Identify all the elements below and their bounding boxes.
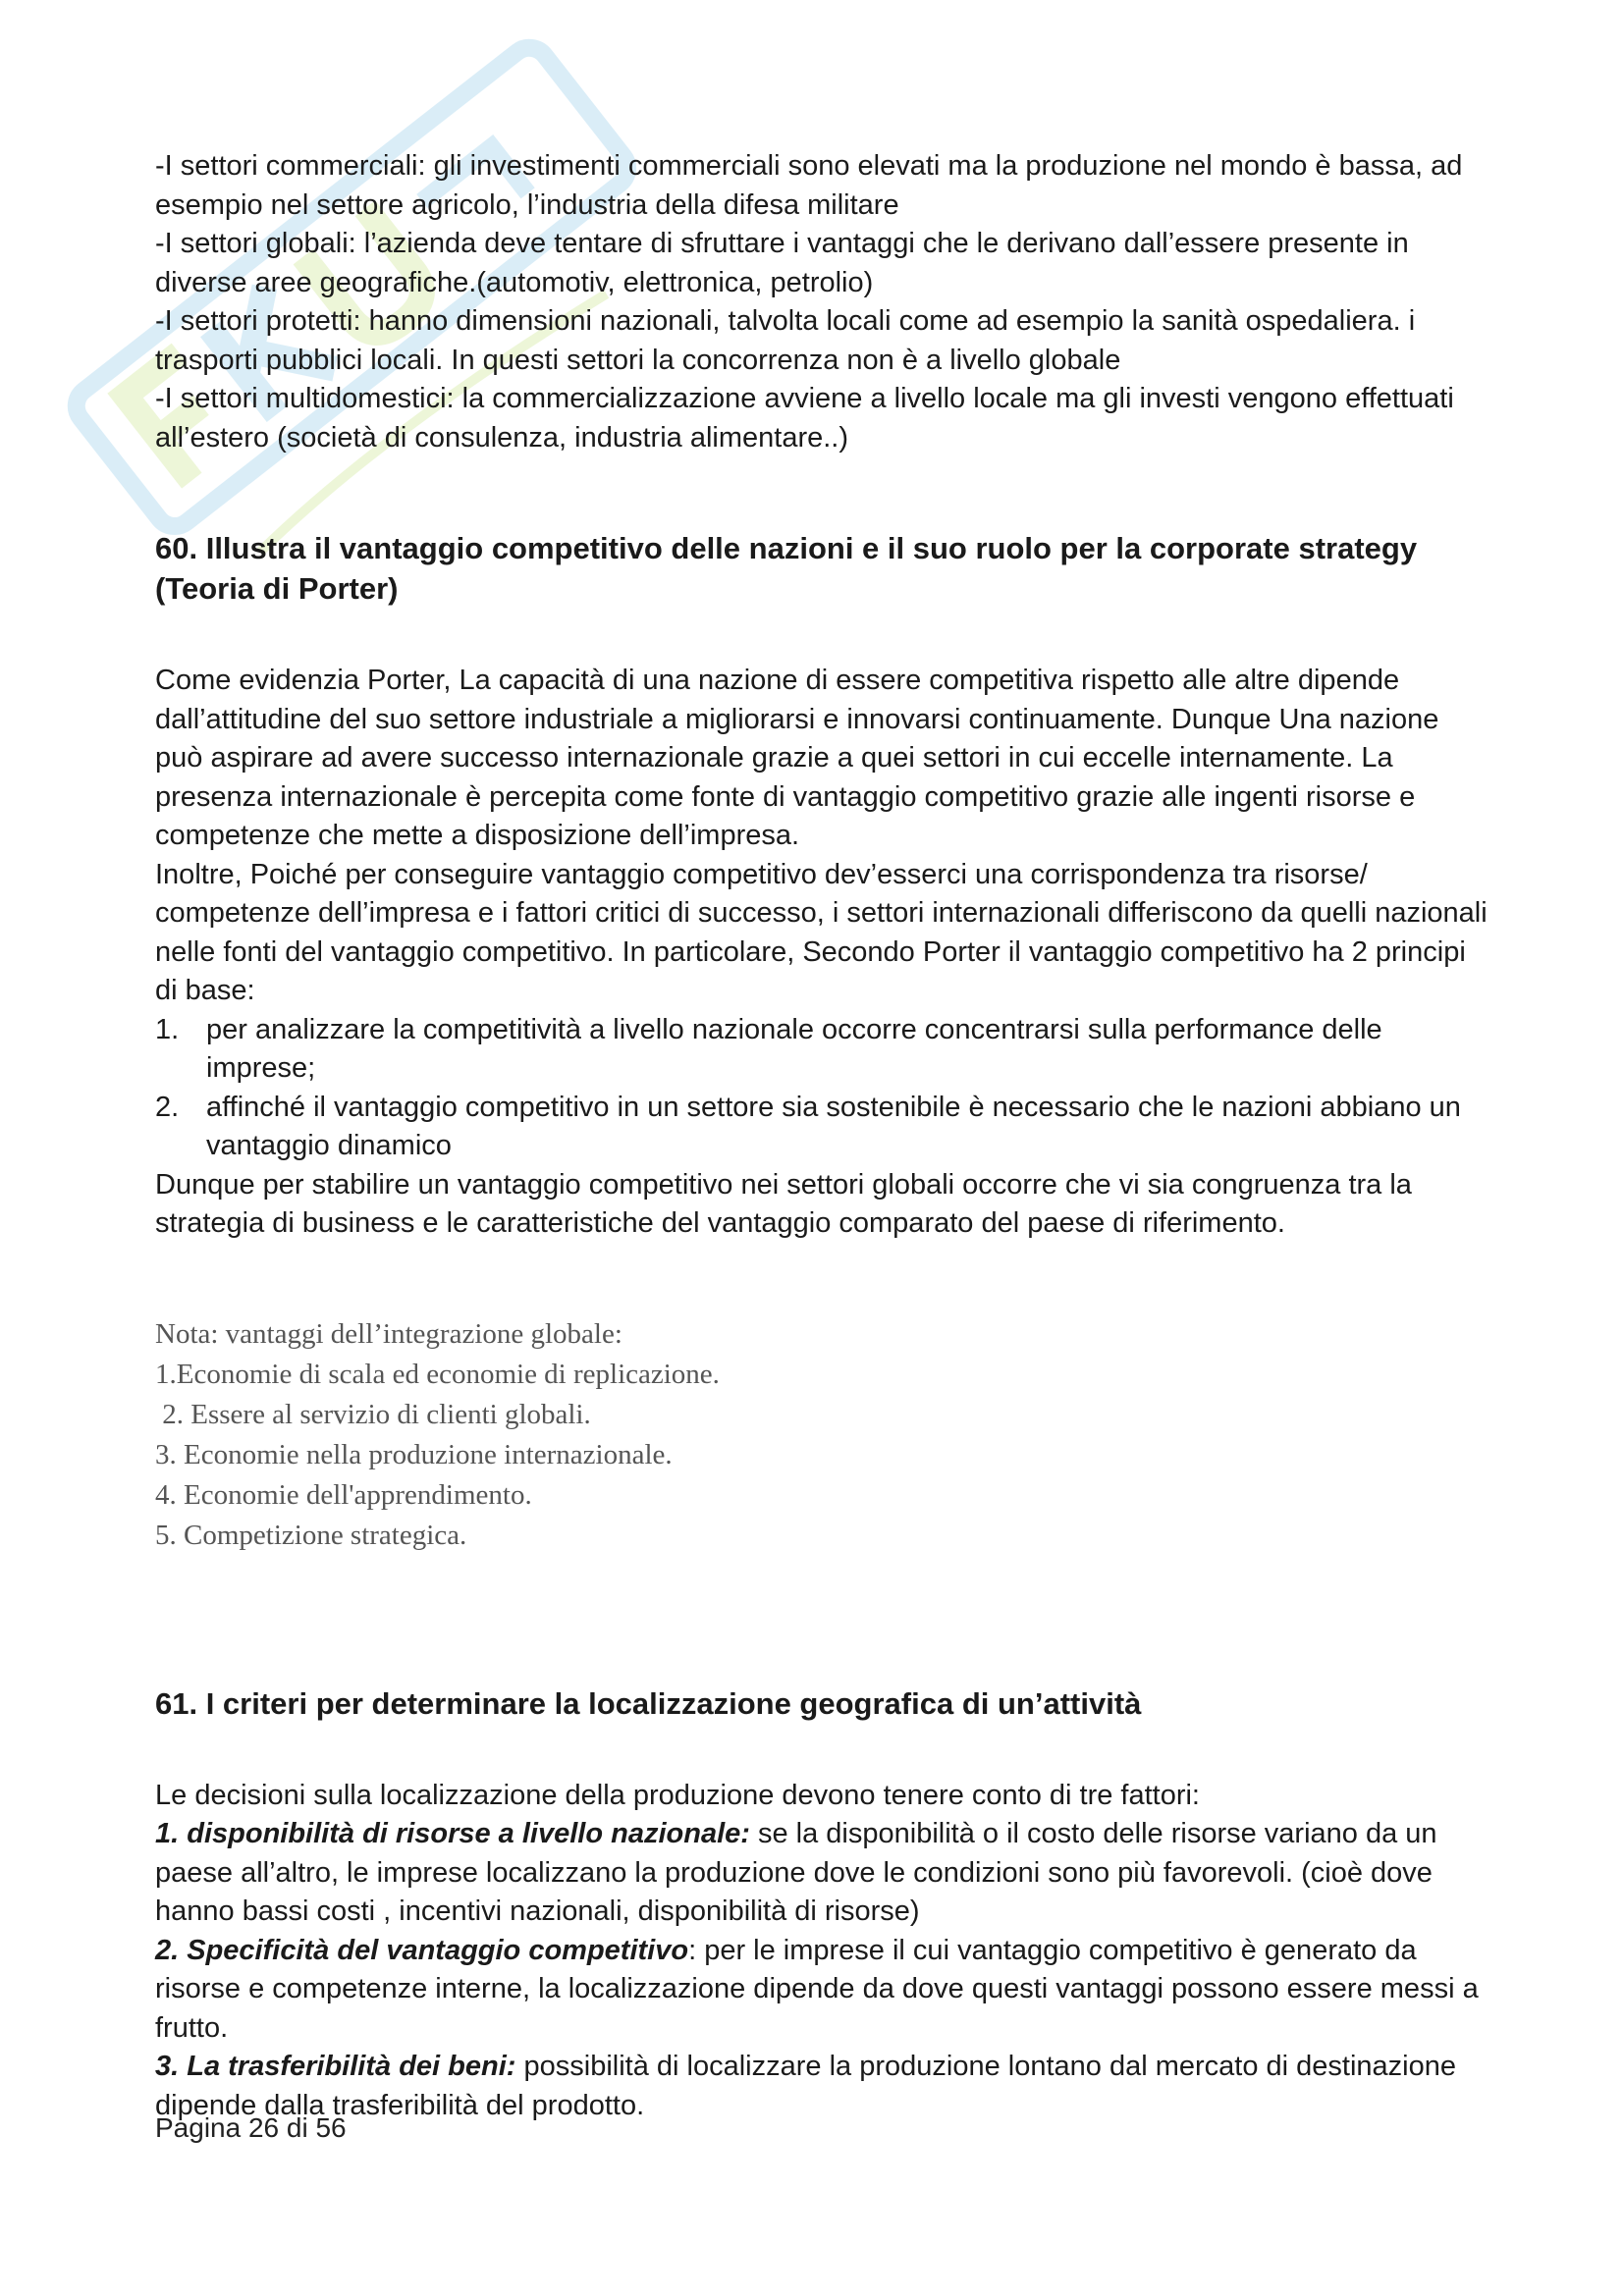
note-title: Nota: vantaggi dell’integrazione globale: xyxy=(155,1317,622,1350)
list-item: -I settori commerciali: gli investimenti commerciali sono elevati ma la produzione nel mondo è bassa, ad esempio nel settore agricolo, l’industria della difesa militare xyxy=(155,150,1463,221)
list-item: -I settori protetti: hanno dimensioni nazionali, talvolta locali come ad esempio la sanità ospedaliera. i trasporti pubblici locali. In questi settori la concorrenza non è a livello globale xyxy=(155,305,1416,376)
page-footer: Pagina 26 di 56 xyxy=(155,2112,347,2143)
factor-label: 2. Specificità del vantaggio competitivo xyxy=(155,1934,689,1966)
list-number: 2. xyxy=(155,1091,180,1123)
note-item: 3. Economie nella produzione internazionale. xyxy=(155,1438,673,1470)
list-item xyxy=(155,1011,1490,1089)
page-content xyxy=(155,147,1490,2125)
factor-item xyxy=(155,2048,1490,2125)
section-60-paragraph-2: Inoltre, Poiché per conseguire vantaggio competitivo dev’esserci una corrispondenza tra risorse/ competenze dell’impresa e i fattori critici di successo, i settori internazionali differiscono da quelli nazionali nelle fonti del vantaggio competitivo. In particolare, Secondo Porter il vantaggio competitivo ha 2 principi di base: xyxy=(155,858,1488,1006)
intro-list xyxy=(155,147,1490,457)
note-box xyxy=(155,1314,1490,1556)
section-60-title: 60. Illustra il vantaggio competitivo delle nazioni e il suo ruolo per la corporate strategy (Teoria di Porter) xyxy=(155,531,1418,606)
note-item: 2. Essere al servizio di clienti globali. xyxy=(155,1398,591,1430)
list-item xyxy=(155,1089,1490,1166)
factor-item xyxy=(155,1815,1490,1932)
list-text: affinché il vantaggio competitivo in un settore sia sostenibile è necessario che le nazioni abbiano un vantaggio dinamico xyxy=(206,1091,1461,1161)
list-item: -I settori multidomestici: la commercializzazione avviene a livello locale ma gli investi vengono effettuati all’estero (società di consulenza, industria alimentare..) xyxy=(155,383,1454,454)
factor-label: 3. La trasferibilità dei beni: xyxy=(155,2051,516,2082)
section-61-intro: Le decisioni sulla localizzazione della produzione devono tenere conto di tre fattori: xyxy=(155,1779,1200,1811)
list-number: 1. xyxy=(155,1013,180,1045)
section-61-title: 61. I criteri per determinare la localizzazione geografica di un’attività xyxy=(155,1685,1142,1721)
list-text: per analizzare la competitività a livello nazionale occorre concentrarsi sulla performance delle imprese; xyxy=(206,1013,1382,1084)
section-60-paragraph-1: Come evidenzia Porter, La capacità di una nazione di essere competitiva rispetto alle altre dipende dall’attitudine del suo settore industriale a migliorarsi e innovarsi continuamente. Dunque Una nazione può aspirare ad avere successo internazionale grazie a quei settori in cui eccelle internamente. La presenza internazionale è percepita come fonte di vantaggio competitivo grazie alle ingenti risorse e competenze che mette a disposizione dell’impresa. xyxy=(155,665,1439,851)
factor-text: se la disponibilità o il costo delle risorse variano da un paese all’altro, le imprese localizzano la produzione dove le condizioni sono più favorevoli. (cioè dove hanno bassi costi , incentivi nazionali, disponibilità di risorse) xyxy=(155,1818,1437,1927)
note-item: 5. Competizione strategica. xyxy=(155,1519,467,1551)
factor-item xyxy=(155,1932,1490,2049)
note-item: 1.Economie di scala ed economie di replicazione. xyxy=(155,1358,720,1390)
factor-label: 1. disponibilità di risorse a livello nazionale: xyxy=(155,1818,750,1849)
note-item: 4. Economie dell'apprendimento. xyxy=(155,1478,532,1511)
list-item: -I settori globali: l’azienda deve tentare di sfruttare i vantaggi che le derivano dall’essere presente in diverse aree geografiche.(automotiv, elettronica, petrolio) xyxy=(155,228,1409,298)
factor-text: : per le imprese il cui vantaggio competitivo è generato da risorse e competenze interne, la localizzazione dipende da dove questi vantaggi possono essere messi a frutto. xyxy=(155,1934,1479,2044)
factor-text: possibilità di localizzare la produzione lontano dal mercato di destinazione dipende dalla trasferibilità del prodotto. xyxy=(155,2051,1457,2121)
principles-list xyxy=(155,1011,1490,1166)
section-60-conclusion: Dunque per stabilire un vantaggio competitivo nei settori globali occorre che vi sia congruenza tra la strategia di business e le caratteristiche del vantaggio comparato del paese di riferimento. xyxy=(155,1168,1412,1239)
